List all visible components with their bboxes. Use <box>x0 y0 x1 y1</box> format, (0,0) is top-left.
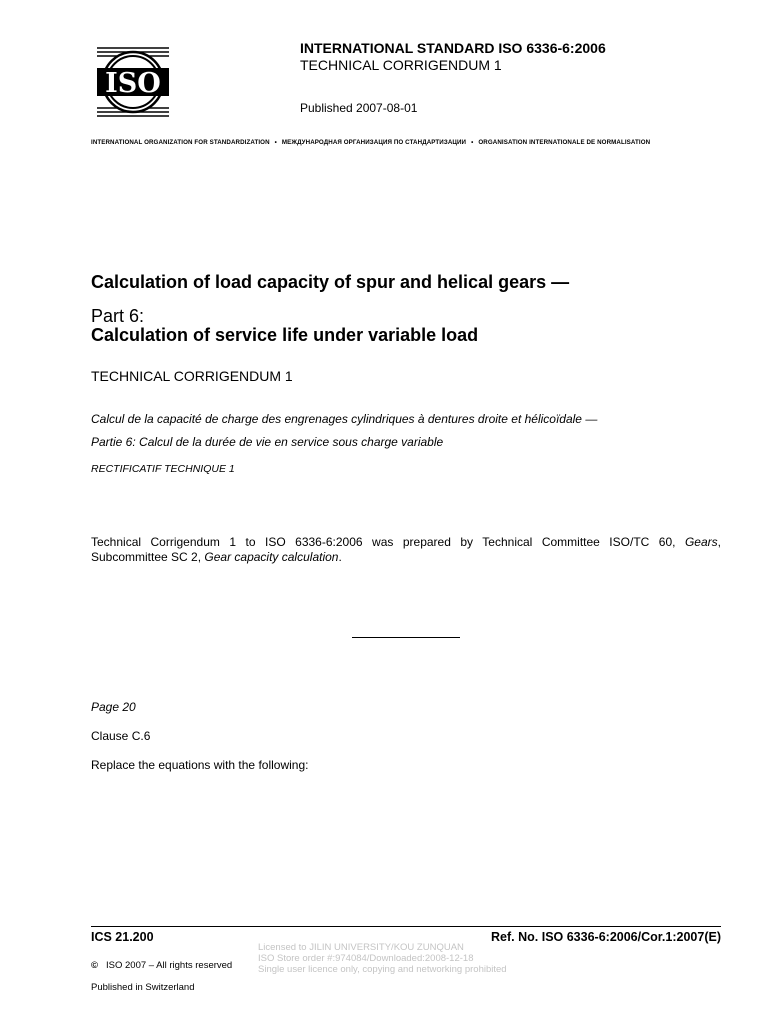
watermark-line-2: ISO Store order #:974084/Downloaded:2008-12-18 <box>258 953 474 964</box>
org-name-ru: МЕЖДУНАРОДНАЯ ОРГАНИЗАЦИЯ ПО СТАНДАРТИЗАЦИИ <box>281 139 467 146</box>
clause-reference: Clause C.6 <box>91 729 151 743</box>
copyright-icon: © <box>91 960 98 971</box>
part-title: Calculation of service life under variable load <box>91 325 479 345</box>
org-separator: • <box>471 139 474 146</box>
org-separator: • <box>274 139 277 146</box>
reference-number: Ref. No. ISO 6336-6:2006/Cor.1:2007(E) <box>491 930 721 944</box>
corrigendum-line: TECHNICAL CORRIGENDUM 1 <box>300 57 502 73</box>
published-date: Published 2007-08-01 <box>300 101 418 115</box>
copyright-text: ISO 2007 – All rights reserved <box>106 960 233 971</box>
watermark-line-3: Single user licence only, copying and networking prohibited <box>258 964 507 975</box>
part-number: Part 6: <box>91 306 145 326</box>
org-name-fr: ORGANISATION INTERNATIONALE DE NORMALISATION <box>478 139 651 146</box>
iso-logo <box>95 44 171 120</box>
rectificatif-label: RECTIFICATIF TECHNIQUE 1 <box>91 463 235 475</box>
preparation-paragraph <box>91 535 721 565</box>
watermark-line-1: Licensed to JILIN UNIVERSITY/KOU ZUNQUAN <box>258 942 464 953</box>
org-name-en: INTERNATIONAL ORGANIZATION FOR STANDARDIZATION <box>91 139 270 146</box>
french-title: Calcul de la capacité de charge des engrenages cylindriques à dentures droite et hélicoïdale — <box>91 412 598 426</box>
para-text-1: Technical Corrigendum 1 to ISO 6336-6:2006 was prepared by Technical Committee ISO/TC 60, <box>91 535 685 549</box>
iso-logo-text: ISO <box>105 68 161 99</box>
para-text-3: . <box>338 550 342 564</box>
copyright-notice <box>91 960 232 971</box>
para-gear-capacity: Gear capacity calculation <box>204 550 339 564</box>
para-gears: Gears <box>684 535 718 549</box>
document-title: Calculation of load capacity of spur and helical gears — <box>91 272 570 292</box>
published-in: Published in Switzerland <box>91 982 195 993</box>
footer-rule <box>91 926 721 927</box>
license-watermark <box>258 942 507 975</box>
replace-instruction: Replace the equations with the following: <box>91 758 309 772</box>
technical-corrigendum-label: TECHNICAL CORRIGENDUM 1 <box>91 368 293 384</box>
standard-title: INTERNATIONAL STANDARD ISO 6336-6:2006 <box>300 40 606 56</box>
para-text-2: , Subcommittee SC 2, <box>91 535 721 564</box>
ics-code: ICS 21.200 <box>91 930 154 944</box>
section-divider <box>352 637 460 638</box>
page-reference: Page 20 <box>91 700 136 714</box>
organization-names <box>91 139 721 146</box>
french-part-title: Partie 6: Calcul de la durée de vie en service sous charge variable <box>91 435 444 449</box>
